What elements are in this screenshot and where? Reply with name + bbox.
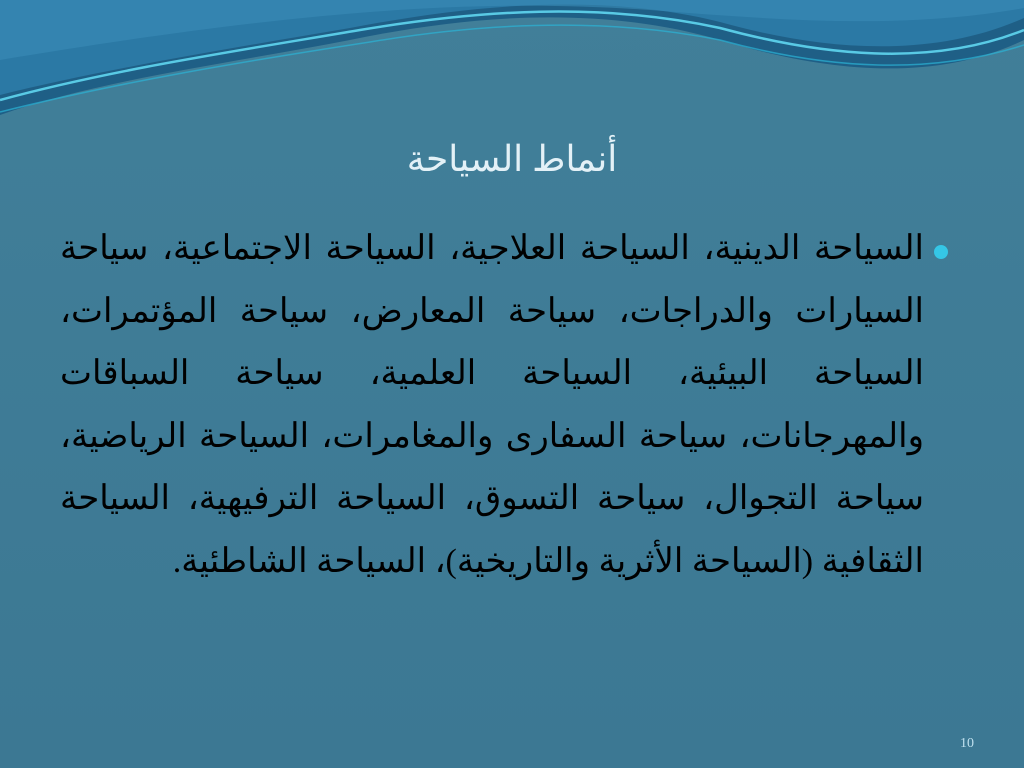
bullet-text: السياحة الدينية، السياحة العلاجية، السياحة الاجتماعية، سياحة السيارات والدراجات، سياحة المعارض، سياحة المؤتمرات، السياحة البيئية، السياحة العلمية، سياحة السباقات والمهرجانات، سياحة السفارى والمغامرات، السياحة الرياضية، سياحة التجوال، سياحة التسوق، السياحة الترفيهية، السياحة الثقافية (السياحة الأثرية والتاريخية)، السياحة الشاطئية. [60, 230, 924, 580]
decorative-wave-header [0, 0, 1024, 120]
slide-number: 10 [960, 736, 974, 751]
slide-content [60, 218, 960, 593]
bullet-dot-icon [934, 245, 948, 259]
slide-title: أنماط السياحة [406, 139, 618, 179]
bullet-item [60, 218, 960, 593]
